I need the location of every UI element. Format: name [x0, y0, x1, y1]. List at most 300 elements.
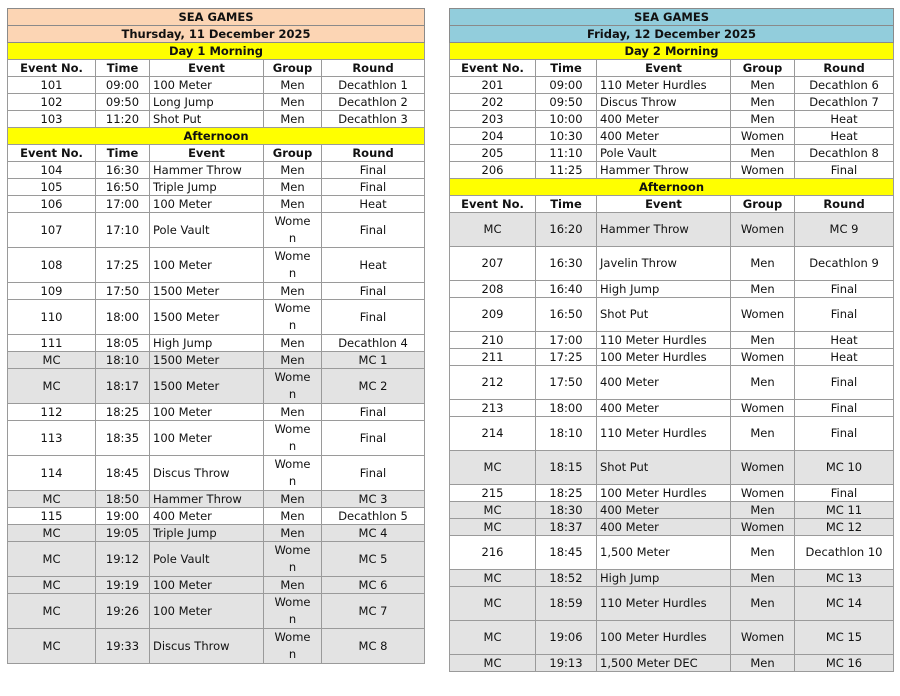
table-row [450, 400, 894, 417]
col-header-round: Round [795, 196, 894, 213]
day2-morning-header [450, 60, 894, 77]
time-cell: 17:25 [96, 248, 150, 283]
round-cell: Heat [322, 196, 425, 213]
group-cell: Men [731, 655, 795, 672]
time-cell: 18:37 [536, 519, 597, 536]
day1-table [7, 8, 425, 664]
event-no-cell: MC [450, 655, 536, 672]
event-no-cell: 207 [450, 247, 536, 281]
group-cell: Women [731, 213, 795, 247]
event-name-cell: Hammer Throw [597, 162, 731, 179]
group-cell: Women [731, 519, 795, 536]
time-cell: 09:00 [536, 77, 597, 94]
event-name-cell: High Jump [597, 570, 731, 587]
time-cell: 19:19 [96, 577, 150, 594]
group-cell: Men [264, 196, 322, 213]
event-name-cell: 100 Meter [150, 196, 264, 213]
event-name-cell: 100 Meter Hurdles [597, 621, 731, 655]
round-cell: MC 7 [322, 594, 425, 629]
event-no-cell: MC [450, 451, 536, 485]
day2-title-row [450, 9, 894, 26]
event-no-cell: MC [8, 629, 96, 664]
group-cell: Men [264, 111, 322, 128]
event-name-cell: Triple Jump [150, 525, 264, 542]
time-cell: 18:10 [536, 417, 597, 451]
time-cell: 09:50 [96, 94, 150, 111]
event-name-cell: 100 Meter [150, 404, 264, 421]
col-header-round: Round [322, 60, 425, 77]
group-cell: Men [264, 491, 322, 508]
time-cell: 19:12 [96, 542, 150, 577]
event-name-cell: 100 Meter Hurdles [597, 485, 731, 502]
table-row [8, 283, 425, 300]
event-name-cell: High Jump [150, 335, 264, 352]
round-cell: MC 8 [322, 629, 425, 664]
group-cell: Men [731, 94, 795, 111]
round-cell: Final [795, 400, 894, 417]
time-cell: 18:45 [96, 456, 150, 491]
table-row [8, 421, 425, 456]
round-cell: Final [322, 213, 425, 248]
round-cell: Decathlon 7 [795, 94, 894, 111]
table-row [8, 248, 425, 283]
round-cell: MC 10 [795, 451, 894, 485]
round-cell: MC 3 [322, 491, 425, 508]
group-cell [264, 300, 322, 335]
round-cell: Decathlon 5 [322, 508, 425, 525]
group-cell [264, 369, 322, 404]
table-row [450, 298, 894, 332]
event-no-cell: 115 [8, 508, 96, 525]
day1-morning-label: Day 1 Morning [8, 43, 425, 60]
col-header-event: Event [150, 145, 264, 162]
col-header-time: Time [96, 145, 150, 162]
table-row [8, 491, 425, 508]
time-cell: 16:30 [536, 247, 597, 281]
day1-date-row [8, 26, 425, 43]
time-cell: 18:35 [96, 421, 150, 456]
event-name-cell: 100 Meter [150, 421, 264, 456]
round-cell: Final [322, 179, 425, 196]
round-cell: Final [795, 162, 894, 179]
col-header-time: Time [96, 60, 150, 77]
col-header-event: Event [150, 60, 264, 77]
group-cell: Women [731, 485, 795, 502]
table-row [450, 502, 894, 519]
col-header-group: Group [731, 196, 795, 213]
table-row [450, 485, 894, 502]
time-cell: 16:20 [536, 213, 597, 247]
event-no-cell: 202 [450, 94, 536, 111]
event-no-cell: MC [450, 587, 536, 621]
group-cell: Men [264, 94, 322, 111]
event-name-cell: Long Jump [150, 94, 264, 111]
day1-morning-rows [8, 77, 425, 128]
day2-morning-label: Day 2 Morning [450, 43, 894, 60]
table-row [8, 213, 425, 248]
time-cell: 19:00 [96, 508, 150, 525]
time-cell: 19:33 [96, 629, 150, 664]
time-cell: 17:50 [96, 283, 150, 300]
table-row [8, 369, 425, 404]
group-cell: Men [264, 508, 322, 525]
event-no-cell: 203 [450, 111, 536, 128]
round-cell: Decathlon 6 [795, 77, 894, 94]
day2-date-row [450, 26, 894, 43]
time-cell: 16:50 [536, 298, 597, 332]
table-row [450, 162, 894, 179]
event-no-cell: MC [450, 519, 536, 536]
table-row [8, 525, 425, 542]
group-cell: Women [731, 451, 795, 485]
day2-afternoon-label: Afternoon [450, 179, 894, 196]
table-row [450, 536, 894, 570]
group-cell: Men [264, 77, 322, 94]
col-header-round: Round [322, 145, 425, 162]
event-no-cell: 107 [8, 213, 96, 248]
group-label: Women [274, 630, 311, 661]
event-name-cell: Discus Throw [597, 94, 731, 111]
round-cell: Final [795, 485, 894, 502]
event-no-cell: 206 [450, 162, 536, 179]
time-cell: 16:40 [536, 281, 597, 298]
group-label: Women [274, 595, 311, 626]
day1-afternoon-label: Afternoon [8, 128, 425, 145]
group-label: Women [274, 249, 311, 280]
round-cell: MC 11 [795, 502, 894, 519]
event-name-cell: Pole Vault [150, 213, 264, 248]
event-no-cell: MC [450, 621, 536, 655]
event-name-cell: 1500 Meter [150, 369, 264, 404]
day1-morning-header [8, 60, 425, 77]
group-cell: Men [731, 247, 795, 281]
event-name-cell: 400 Meter [597, 128, 731, 145]
group-cell: Men [264, 577, 322, 594]
round-cell: Final [322, 300, 425, 335]
table-row [8, 196, 425, 213]
table-row [450, 417, 894, 451]
round-cell: Heat [795, 128, 894, 145]
event-name-cell: 1,500 Meter DEC [597, 655, 731, 672]
round-cell: Decathlon 2 [322, 94, 425, 111]
group-cell: Women [731, 621, 795, 655]
event-no-cell: MC [450, 570, 536, 587]
table-row [450, 94, 894, 111]
time-cell: 09:00 [96, 77, 150, 94]
event-name-cell: 400 Meter [597, 400, 731, 417]
day1-afternoon-band [8, 128, 425, 145]
round-cell: Decathlon 8 [795, 145, 894, 162]
table-row [450, 213, 894, 247]
round-cell: Final [322, 421, 425, 456]
event-name-cell: 1500 Meter [150, 283, 264, 300]
group-cell: Men [731, 77, 795, 94]
col-header-round: Round [795, 60, 894, 77]
col-header-event: Event [597, 196, 731, 213]
group-cell: Men [731, 417, 795, 451]
group-cell: Men [264, 162, 322, 179]
event-no-cell: 102 [8, 94, 96, 111]
event-no-cell: 212 [450, 366, 536, 400]
round-cell: Final [795, 366, 894, 400]
time-cell: 18:25 [536, 485, 597, 502]
group-cell [264, 542, 322, 577]
time-cell: 18:25 [96, 404, 150, 421]
event-no-cell: 112 [8, 404, 96, 421]
group-cell [264, 421, 322, 456]
group-label: Women [274, 543, 311, 574]
group-label: Women [274, 422, 311, 453]
group-cell: Men [731, 281, 795, 298]
event-name-cell: Discus Throw [150, 456, 264, 491]
table-row [8, 335, 425, 352]
table-row [8, 179, 425, 196]
event-name-cell: 100 Meter [150, 594, 264, 629]
time-cell: 11:10 [536, 145, 597, 162]
group-cell: Men [264, 179, 322, 196]
time-cell: 11:25 [536, 162, 597, 179]
event-no-cell: MC [450, 502, 536, 519]
round-cell: MC 14 [795, 587, 894, 621]
table-row [450, 519, 894, 536]
event-no-cell: 210 [450, 332, 536, 349]
col-header-event-no: Event No. [8, 145, 96, 162]
table-row [450, 77, 894, 94]
round-cell: Final [322, 456, 425, 491]
round-cell: Final [795, 298, 894, 332]
time-cell: 18:30 [536, 502, 597, 519]
time-cell: 18:05 [96, 335, 150, 352]
time-cell: 18:00 [96, 300, 150, 335]
table-row [8, 629, 425, 664]
table-row [450, 145, 894, 162]
event-name-cell: 1500 Meter [150, 300, 264, 335]
event-no-cell: MC [8, 577, 96, 594]
round-cell: MC 15 [795, 621, 894, 655]
event-no-cell: 215 [450, 485, 536, 502]
event-name-cell: Discus Throw [150, 629, 264, 664]
time-cell: 11:20 [96, 111, 150, 128]
round-cell: Decathlon 1 [322, 77, 425, 94]
day2-title: SEA GAMES [450, 9, 894, 26]
event-name-cell: 110 Meter Hurdles [597, 417, 731, 451]
event-no-cell: 201 [450, 77, 536, 94]
table-row [8, 352, 425, 369]
table-row [450, 655, 894, 672]
round-cell: MC 9 [795, 213, 894, 247]
group-cell: Men [731, 366, 795, 400]
group-cell: Men [731, 332, 795, 349]
day1-schedule [7, 8, 425, 664]
group-cell: Men [731, 570, 795, 587]
round-cell: Heat [795, 332, 894, 349]
event-no-cell: MC [8, 542, 96, 577]
event-no-cell: 113 [8, 421, 96, 456]
col-header-group: Group [731, 60, 795, 77]
event-name-cell: Triple Jump [150, 179, 264, 196]
round-cell: MC 12 [795, 519, 894, 536]
group-cell: Men [264, 352, 322, 369]
group-cell: Men [264, 335, 322, 352]
day1-date: Thursday, 11 December 2025 [8, 26, 425, 43]
event-name-cell: 1500 Meter [150, 352, 264, 369]
table-row [8, 94, 425, 111]
group-cell: Women [731, 162, 795, 179]
round-cell: Final [322, 404, 425, 421]
event-name-cell: Pole Vault [150, 542, 264, 577]
event-name-cell: 100 Meter [150, 577, 264, 594]
table-row [8, 508, 425, 525]
round-cell: MC 1 [322, 352, 425, 369]
day2-date: Friday, 12 December 2025 [450, 26, 894, 43]
event-no-cell: MC [8, 352, 96, 369]
event-name-cell: 400 Meter [597, 111, 731, 128]
group-label: Women [274, 214, 311, 245]
event-no-cell: MC [450, 213, 536, 247]
event-no-cell: 103 [8, 111, 96, 128]
time-cell: 10:00 [536, 111, 597, 128]
event-name-cell: Shot Put [597, 298, 731, 332]
table-row [450, 128, 894, 145]
table-row [450, 247, 894, 281]
round-cell: Heat [322, 248, 425, 283]
group-cell: Men [264, 283, 322, 300]
table-row [450, 111, 894, 128]
event-no-cell: 108 [8, 248, 96, 283]
table-row [450, 451, 894, 485]
event-no-cell: 211 [450, 349, 536, 366]
col-header-group: Group [264, 60, 322, 77]
group-cell [264, 456, 322, 491]
time-cell: 17:25 [536, 349, 597, 366]
event-no-cell: 105 [8, 179, 96, 196]
round-cell: Heat [795, 111, 894, 128]
time-cell: 17:50 [536, 366, 597, 400]
time-cell: 19:13 [536, 655, 597, 672]
round-cell: Heat [795, 349, 894, 366]
event-no-cell: 213 [450, 400, 536, 417]
group-cell: Men [731, 502, 795, 519]
round-cell: MC 2 [322, 369, 425, 404]
table-row [450, 587, 894, 621]
group-label: Women [274, 457, 311, 488]
col-header-event: Event [597, 60, 731, 77]
table-row [8, 577, 425, 594]
table-row [8, 404, 425, 421]
round-cell: Decathlon 9 [795, 247, 894, 281]
time-cell: 19:05 [96, 525, 150, 542]
group-cell: Men [731, 587, 795, 621]
time-cell: 18:00 [536, 400, 597, 417]
round-cell: Decathlon 3 [322, 111, 425, 128]
group-cell [264, 629, 322, 664]
event-name-cell: Javelin Throw [597, 247, 731, 281]
group-label: Women [274, 301, 311, 332]
table-row [450, 366, 894, 400]
event-name-cell: Pole Vault [597, 145, 731, 162]
event-no-cell: 208 [450, 281, 536, 298]
day1-afternoon-rows [8, 162, 425, 664]
time-cell: 18:52 [536, 570, 597, 587]
event-name-cell: 110 Meter Hurdles [597, 587, 731, 621]
day2-morning-band [450, 43, 894, 60]
table-row [8, 542, 425, 577]
group-cell [264, 213, 322, 248]
time-cell: 19:06 [536, 621, 597, 655]
group-cell: Women [731, 349, 795, 366]
event-name-cell: 400 Meter [150, 508, 264, 525]
event-no-cell: 209 [450, 298, 536, 332]
col-header-time: Time [536, 60, 597, 77]
time-cell: 19:26 [96, 594, 150, 629]
round-cell: MC 5 [322, 542, 425, 577]
time-cell: 18:50 [96, 491, 150, 508]
round-cell: Final [322, 283, 425, 300]
time-cell: 18:59 [536, 587, 597, 621]
day1-title: SEA GAMES [8, 9, 425, 26]
col-header-time: Time [536, 196, 597, 213]
day2-morning-rows [450, 77, 894, 179]
table-row [8, 300, 425, 335]
day2-afternoon-band [450, 179, 894, 196]
day2-table [449, 8, 894, 672]
col-header-event-no: Event No. [450, 60, 536, 77]
group-cell: Men [731, 111, 795, 128]
time-cell: 18:17 [96, 369, 150, 404]
col-header-group: Group [264, 145, 322, 162]
event-name-cell: 100 Meter [150, 77, 264, 94]
group-cell: Men [264, 404, 322, 421]
event-name-cell: 110 Meter Hurdles [597, 77, 731, 94]
event-no-cell: MC [8, 594, 96, 629]
day2-schedule [449, 8, 894, 672]
time-cell: 18:15 [536, 451, 597, 485]
time-cell: 17:00 [536, 332, 597, 349]
group-cell [264, 594, 322, 629]
day2-afternoon-rows [450, 213, 894, 672]
col-header-event-no: Event No. [450, 196, 536, 213]
table-row [8, 77, 425, 94]
event-name-cell: Shot Put [597, 451, 731, 485]
event-name-cell: 100 Meter [150, 248, 264, 283]
day1-title-row [8, 9, 425, 26]
time-cell: 18:10 [96, 352, 150, 369]
group-cell [264, 248, 322, 283]
group-cell: Women [731, 128, 795, 145]
event-name-cell: Hammer Throw [597, 213, 731, 247]
event-no-cell: 216 [450, 536, 536, 570]
table-row [450, 621, 894, 655]
round-cell: Final [795, 417, 894, 451]
event-no-cell: 214 [450, 417, 536, 451]
event-no-cell: 205 [450, 145, 536, 162]
event-name-cell: 400 Meter [597, 366, 731, 400]
event-name-cell: 110 Meter Hurdles [597, 332, 731, 349]
event-name-cell: Shot Put [150, 111, 264, 128]
table-row [450, 570, 894, 587]
event-name-cell: 1,500 Meter [597, 536, 731, 570]
group-cell: Women [731, 400, 795, 417]
event-no-cell: MC [8, 525, 96, 542]
event-no-cell: 109 [8, 283, 96, 300]
time-cell: 17:10 [96, 213, 150, 248]
day1-afternoon-header [8, 145, 425, 162]
round-cell: MC 16 [795, 655, 894, 672]
round-cell: MC 4 [322, 525, 425, 542]
time-cell: 09:50 [536, 94, 597, 111]
event-no-cell: 204 [450, 128, 536, 145]
group-cell: Men [731, 536, 795, 570]
